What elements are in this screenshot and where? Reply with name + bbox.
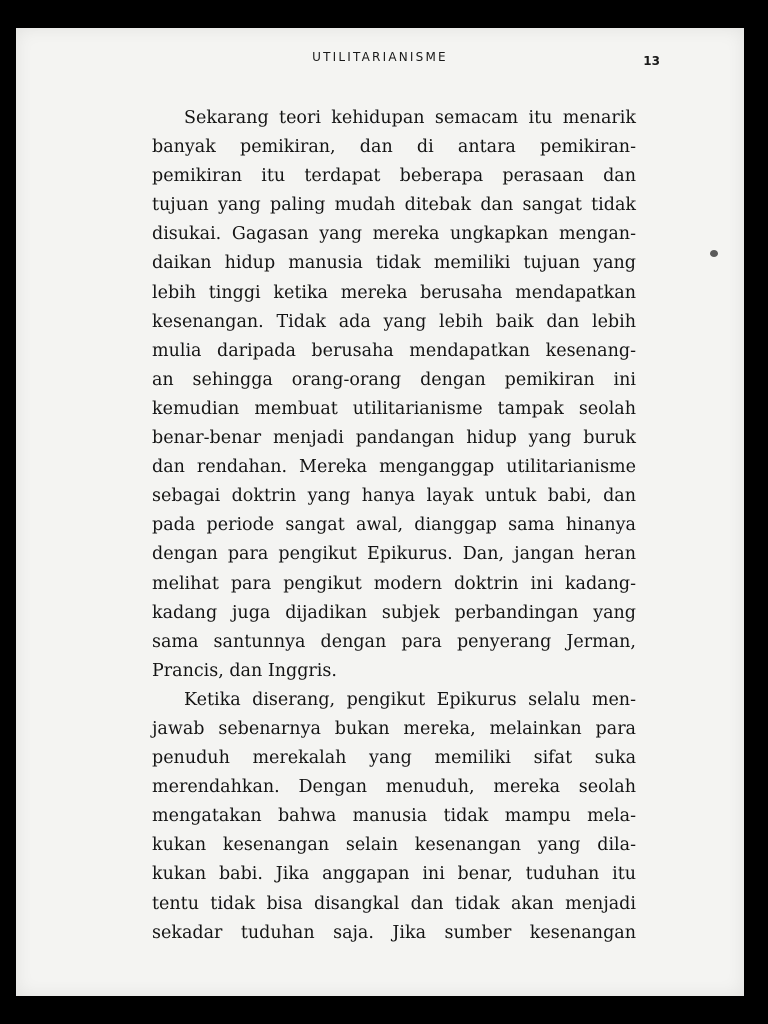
text-line: merendahkan. Dengan menuduh, mereka seolah	[152, 777, 636, 798]
text-line: kukan kesenangan selain kesenangan yang dila-	[152, 835, 636, 856]
text-line: tentu tidak bisa disangkal dan tidak akan menjadi	[152, 893, 636, 914]
text-line: Ketika diserang, pengikut Epikurus selalu men-	[184, 689, 636, 710]
text-line: kemudian membuat utilitarianisme tampak seolah	[152, 398, 636, 419]
text-line: banyak pemikiran, dan di antara pemikiran-	[152, 137, 636, 158]
text-line: mengatakan bahwa manusia tidak mampu mela-	[152, 806, 636, 827]
text-line: Prancis, dan Inggris.	[152, 660, 337, 681]
text-line: dan rendahan. Mereka menganggap utilitarianisme	[152, 457, 636, 478]
text-line: penuduh merekalah yang memiliki sifat suka	[152, 748, 636, 769]
text-line: mulia daripada berusaha mendapatkan kesenang-	[152, 340, 636, 361]
text-line: kukan babi. Jika anggapan ini benar, tuduhan itu	[152, 864, 636, 885]
page-number: 13	[643, 54, 660, 68]
print-speck	[710, 250, 718, 257]
text-line: an sehingga orang-orang dengan pemikiran ini	[152, 369, 636, 390]
text-line: sekadar tuduhan saja. Jika sumber kesenangan	[152, 922, 636, 943]
text-line: Sekarang teori kehidupan semacam itu menarik	[184, 108, 636, 128]
body-text	[152, 104, 636, 948]
text-line: disukai. Gagasan yang mereka ungkapkan mengan-	[152, 224, 636, 245]
book-page	[16, 28, 744, 996]
text-line: tujuan yang paling mudah ditebak dan sangat tidak	[152, 195, 636, 216]
text-line: melihat para pengikut modern doktrin ini kadang-	[152, 573, 636, 594]
text-line: benar-benar menjadi pandangan hidup yang buruk	[152, 428, 636, 449]
text-line: lebih tinggi ketika mereka berusaha mendapatkan	[152, 282, 636, 303]
text-line: sama santunnya dengan para penyerang Jerman,	[152, 631, 636, 652]
text-line: daikan hidup manusia tidak memiliki tujuan yang	[152, 253, 636, 274]
text-line: dengan para pengikut Epikurus. Dan, jangan heran	[152, 544, 636, 565]
running-head: UTILITARIANISME	[312, 50, 448, 64]
text-line: kesenangan. Tidak ada yang lebih baik dan lebih	[152, 311, 636, 332]
text-line: kadang juga dijadikan subjek perbandingan yang	[152, 602, 636, 623]
text-line: sebagai doktrin yang hanya layak untuk babi, dan	[152, 486, 636, 507]
text-line: jawab sebenarnya bukan mereka, melainkan para	[152, 718, 636, 739]
text-line: pada periode sangat awal, dianggap sama hinanya	[152, 515, 636, 536]
text-line: pemikiran itu terdapat beberapa perasaan dan	[152, 166, 636, 187]
